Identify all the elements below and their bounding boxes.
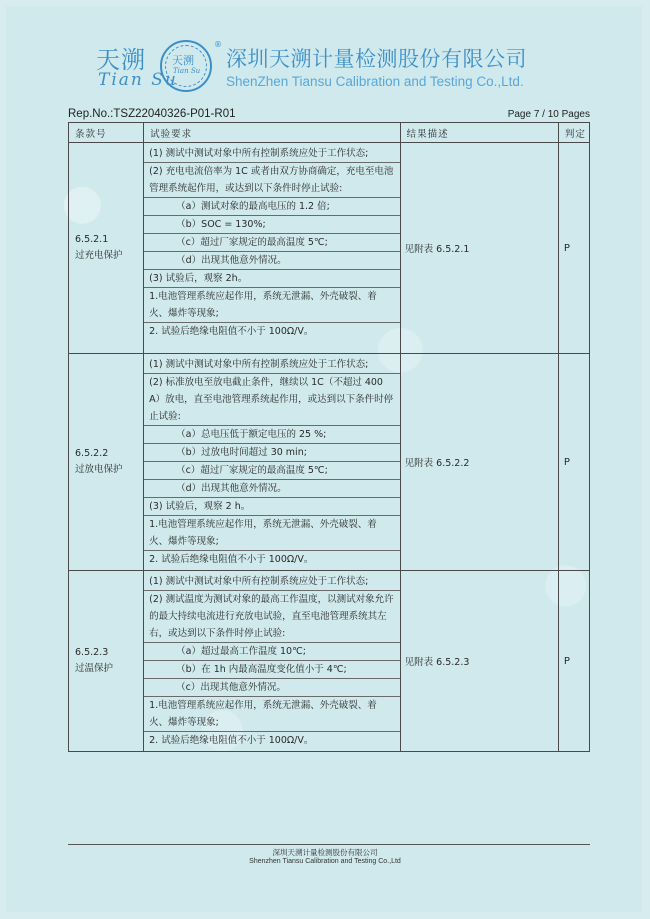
result-cell: 见附表 6.5.2.1: [400, 143, 558, 354]
test-requirements-table: [68, 122, 590, 752]
seal-text-cn: 天溯: [172, 54, 194, 67]
footer-company-cn: 深圳天溯计量检测股份有限公司: [272, 848, 378, 857]
clause-number: 6.5.2.2: [75, 448, 109, 459]
logo-seal: [160, 40, 212, 92]
requirement-line: （a）总电压低于额定电压的 25 %;: [144, 426, 399, 444]
result-cell: 见附表 6.5.2.3: [400, 571, 558, 752]
requirement-line: (3) 试验后，观察 2 h。: [144, 498, 399, 516]
clause-number: 6.5.2.3: [75, 647, 109, 658]
logo-text-cn: 天溯: [96, 46, 146, 74]
page-number: Page 7 / 10 Pages: [507, 109, 590, 120]
header-result: 结果描述: [400, 123, 558, 143]
requirement-line: （c）超过厂家规定的最高温度 5℃;: [144, 234, 399, 252]
requirement-line: (1) 测试中测试对象中所有控制系统应处于工作状态;: [144, 356, 399, 374]
clause-cell: [69, 354, 144, 571]
requirement-line: (1) 测试中测试对象中所有控制系统应处于工作状态;: [144, 145, 399, 163]
requirement-cell: [144, 143, 400, 354]
requirement-line: (3) 试验后，观察 2h。: [144, 270, 399, 288]
requirement-line: （b）在 1h 内最高温度变化值小于 4℃;: [144, 661, 399, 679]
requirement-cell: [144, 354, 400, 571]
requirement-line: 2. 试验后绝缘电阻值不小于 100Ω/V。: [149, 554, 314, 565]
header-clause: 条款号: [69, 123, 144, 143]
requirement-line: （a）超过最高工作温度 10℃;: [144, 643, 399, 661]
clause-number: 6.5.2.1: [75, 234, 109, 245]
header-verdict: 判定: [558, 123, 589, 143]
requirement-line: 1.电池管理系统应起作用，系统无泄漏、外壳破裂、着火、爆炸等现象;: [144, 516, 399, 551]
requirement-line: (2) 标准放电至放电截止条件，继续以 1C（不超过 400 A）放电，直至电池管理系统起作用，或达到以下条件时停止试验:: [144, 374, 399, 426]
requirement-line: （c）超过厂家规定的最高温度 5℃;: [144, 462, 399, 480]
seal-text-en: Tian Su: [173, 67, 201, 75]
requirement-line: （d）出现其他意外情况。: [144, 252, 399, 270]
requirement-line: （d）出现其他意外情况。: [144, 480, 399, 498]
requirement-cell: [144, 571, 400, 752]
requirement-line: （c）出现其他意外情况。: [144, 679, 399, 697]
verdict-cell: P: [558, 143, 589, 354]
table-row: [69, 571, 590, 752]
clause-cell: [69, 143, 144, 354]
requirement-line: 1.电池管理系统应起作用，系统无泄漏、外壳破裂、着火、爆炸等现象;: [144, 288, 399, 323]
clause-name: 过放电保护: [75, 464, 123, 475]
clause-cell: [69, 571, 144, 752]
requirement-line: (2) 测试温度为测试对象的最高工作温度，以测试对象允许的最大持续电流进行充放电试验，直至电池管理系统其左右，或达到以下条件时停止试验:: [144, 591, 399, 643]
table-row: [69, 354, 590, 571]
requirement-line: 2. 试验后绝缘电阻值不小于 100Ω/V。: [149, 735, 314, 746]
clause-name: 过温保护: [75, 663, 114, 674]
result-cell: 见附表 6.5.2.2: [400, 354, 558, 571]
requirement-line: （b）SOC = 130%;: [144, 216, 399, 234]
table-header-row: [69, 123, 590, 143]
footer-company-en: Shenzhen Tiansu Calibration and Testing Co.,Ltd: [249, 858, 401, 865]
logo-text-en: Tian Su: [98, 70, 178, 90]
clause-name: 过充电保护: [75, 250, 123, 261]
company-name-en: ShenZhen Tiansu Calibration and Testing Co.,Ltd.: [226, 74, 524, 89]
requirement-line: （b）过放电时间超过 30 min;: [144, 444, 399, 462]
verdict-cell: P: [558, 354, 589, 571]
registered-mark: ®: [214, 40, 222, 49]
requirement-line: 2. 试验后绝缘电阻值不小于 100Ω/V。: [149, 326, 314, 337]
table-row: [69, 143, 590, 354]
requirement-line: 1.电池管理系统应起作用，系统无泄漏、外壳破裂、着火、爆炸等现象;: [144, 697, 399, 732]
report-info-row: [68, 108, 590, 122]
company-logo: [96, 40, 230, 96]
verdict-cell: P: [558, 571, 589, 752]
footer-divider: [68, 844, 590, 845]
company-name-cn: 深圳天溯计量检测股份有限公司: [226, 47, 527, 71]
header-requirement: 试验要求: [144, 123, 400, 143]
requirement-line: （a）测试对象的最高电压的 1.2 倍;: [144, 198, 399, 216]
report-number: Rep.No.:TSZ22040326-P01-R01: [68, 108, 236, 120]
requirement-line: (2) 充电电流倍率为 1C 或者由双方协商确定，充电至电池管理系统起作用，或达到以下条件时停止试验:: [144, 163, 399, 198]
requirement-line: (1) 测试中测试对象中所有控制系统应处于工作状态;: [144, 573, 399, 591]
